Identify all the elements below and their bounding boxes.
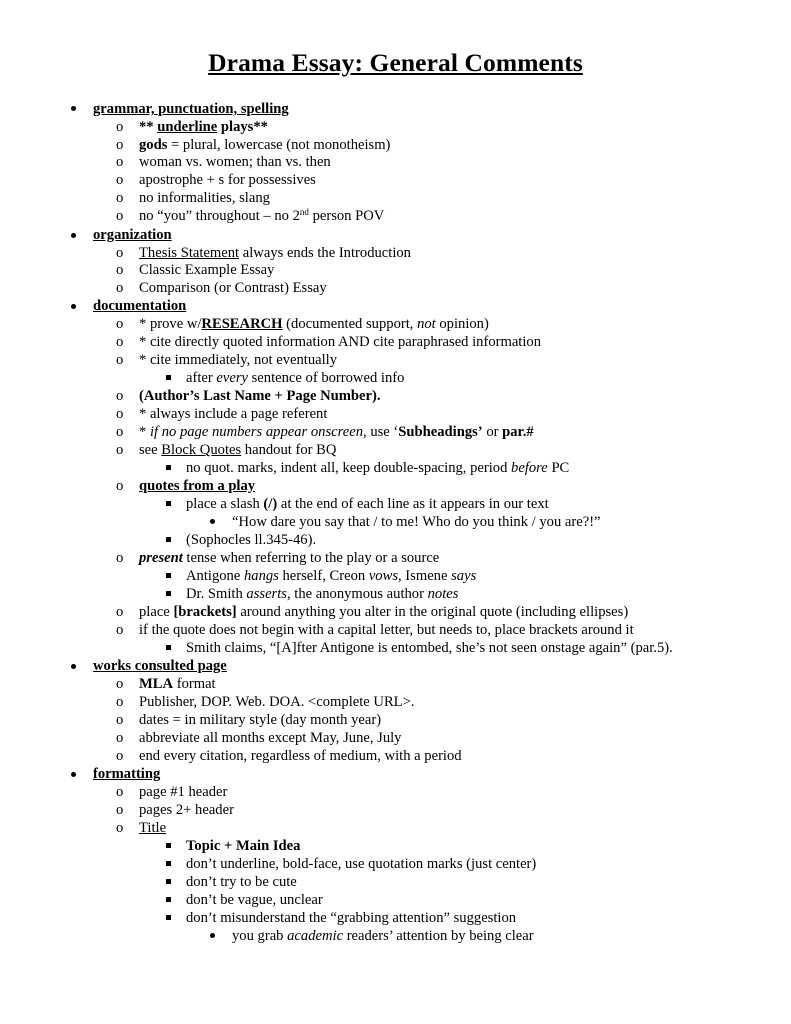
circle-bullet: o <box>116 154 124 170</box>
list-item: Classic Example Essay <box>139 262 275 278</box>
section-heading-works-consulted: works consulted page <box>93 658 227 674</box>
list-item: pages 2+ header <box>139 802 234 818</box>
circle-bullet: o <box>116 820 124 836</box>
circle-bullet: o <box>116 262 124 278</box>
circle-bullet: o <box>116 388 124 404</box>
bullet-dot <box>210 933 215 938</box>
circle-bullet: o <box>116 137 124 153</box>
circle-bullet: o <box>116 280 124 296</box>
quote-example: “How dare you say that / to me! Who do you think / you are?!” <box>232 514 601 530</box>
bullet-dot <box>71 772 76 777</box>
square-bullet <box>166 573 171 578</box>
list-item: don’t underline, bold-face, use quotation marks (just center) <box>186 856 537 872</box>
square-bullet <box>166 843 171 848</box>
list-item: * cite immediately, not eventually <box>139 352 338 368</box>
list-item: * if no page numbers appear onscreen, use ‘Subheadings’ or par.# <box>139 424 534 440</box>
list-item: you grab academic readers’ attention by being clear <box>232 928 534 944</box>
square-bullet <box>166 861 171 866</box>
circle-bullet: o <box>116 604 124 620</box>
circle-bullet: o <box>116 352 124 368</box>
subheading-quotes-from-a-play: quotes from a play <box>139 478 256 494</box>
list-item: Title <box>139 820 167 836</box>
circle-bullet: o <box>116 730 124 746</box>
list-item: place [brackets] around anything you alter in the original quote (including ellipses) <box>139 604 629 620</box>
page-title: Drama Essay: General Comments <box>208 48 583 77</box>
square-bullet <box>166 537 171 542</box>
circle-bullet: o <box>116 424 124 440</box>
list-item: Smith claims, “[A]fter Antigone is entombed, she’s not seen onstage again” (par.5). <box>186 640 673 656</box>
list-item: ** underline plays** <box>139 119 268 135</box>
circle-bullet: o <box>116 694 124 710</box>
list-item: see Block Quotes handout for BQ <box>139 442 337 458</box>
list-item: Publisher, DOP. Web. DOA. <complete URL>. <box>139 694 415 710</box>
list-item: don’t misunderstand the “grabbing attention” suggestion <box>186 910 517 926</box>
square-bullet <box>166 645 171 650</box>
list-item: if the quote does not begin with a capital letter, but needs to, place brackets around it <box>139 622 634 638</box>
section-heading-documentation: documentation <box>93 298 187 314</box>
section-heading-organization: organization <box>93 227 172 243</box>
circle-bullet: o <box>116 442 124 458</box>
bullet-dot <box>71 233 76 238</box>
circle-bullet: o <box>116 172 124 188</box>
square-bullet <box>166 375 171 380</box>
circle-bullet: o <box>116 316 124 332</box>
list-item: end every citation, regardless of medium, with a period <box>139 748 462 764</box>
square-bullet <box>166 879 171 884</box>
list-item: dates = in military style (day month year) <box>139 712 382 728</box>
list-item: place a slash (/) at the end of each line as it appears in our text <box>186 496 549 512</box>
list-item: page #1 header <box>139 784 228 800</box>
circle-bullet: o <box>116 208 124 224</box>
bullet-dot <box>71 304 76 309</box>
list-item: don’t try to be cute <box>186 874 297 890</box>
list-item: don’t be vague, unclear <box>186 892 323 908</box>
list-item: (Sophocles ll.345-46). <box>186 532 317 548</box>
square-bullet <box>166 897 171 902</box>
list-item: Comparison (or Contrast) Essay <box>139 280 327 296</box>
bullet-dot <box>71 106 76 111</box>
list-item: present tense when referring to the play or a source <box>139 550 440 566</box>
circle-bullet: o <box>116 190 124 206</box>
circle-bullet: o <box>116 334 124 350</box>
list-item: Topic + Main Idea <box>186 838 301 854</box>
list-item: Dr. Smith asserts, the anonymous author notes <box>186 586 459 602</box>
list-item: MLA format <box>139 676 216 692</box>
list-item: after every sentence of borrowed info <box>186 370 405 386</box>
circle-bullet: o <box>116 802 124 818</box>
circle-bullet: o <box>116 406 124 422</box>
bullet-dot <box>71 664 76 669</box>
circle-bullet: o <box>116 748 124 764</box>
circle-bullet: o <box>116 784 124 800</box>
list-item: * cite directly quoted information AND cite paraphrased information <box>139 334 542 350</box>
circle-bullet: o <box>116 622 124 638</box>
list-item: Antigone hangs herself, Creon vows, Ismene says <box>186 568 477 584</box>
circle-bullet: o <box>116 550 124 566</box>
section-heading-formatting: formatting <box>93 766 161 782</box>
circle-bullet: o <box>116 676 124 692</box>
list-item: no quot. marks, indent all, keep double-spacing, period before PC <box>186 460 570 476</box>
list-item: Thesis Statement always ends the Introduction <box>139 245 411 261</box>
square-bullet <box>166 915 171 920</box>
square-bullet <box>166 465 171 470</box>
list-item: (Author’s Last Name + Page Number). <box>139 388 381 404</box>
circle-bullet: o <box>116 478 124 494</box>
bullet-dot <box>210 519 215 524</box>
list-item: apostrophe + s for possessives <box>139 172 316 188</box>
list-item: no informalities, slang <box>139 190 270 206</box>
circle-bullet: o <box>116 245 124 261</box>
list-item: * prove w/RESEARCH (documented support, not opinion) <box>139 316 489 332</box>
list-item: woman vs. women; than vs. then <box>139 154 331 170</box>
square-bullet <box>166 501 171 506</box>
list-item: no “you” throughout – no 2nd person POV <box>139 207 385 224</box>
square-bullet <box>166 591 171 596</box>
circle-bullet: o <box>116 119 124 135</box>
circle-bullet: o <box>116 712 124 728</box>
list-item: abbreviate all months except May, June, July <box>139 730 402 746</box>
list-item: * always include a page referent <box>139 406 328 422</box>
list-item: gods = plural, lowercase (not monotheism) <box>139 137 391 153</box>
section-heading-grammar: grammar, punctuation, spelling <box>93 101 289 117</box>
